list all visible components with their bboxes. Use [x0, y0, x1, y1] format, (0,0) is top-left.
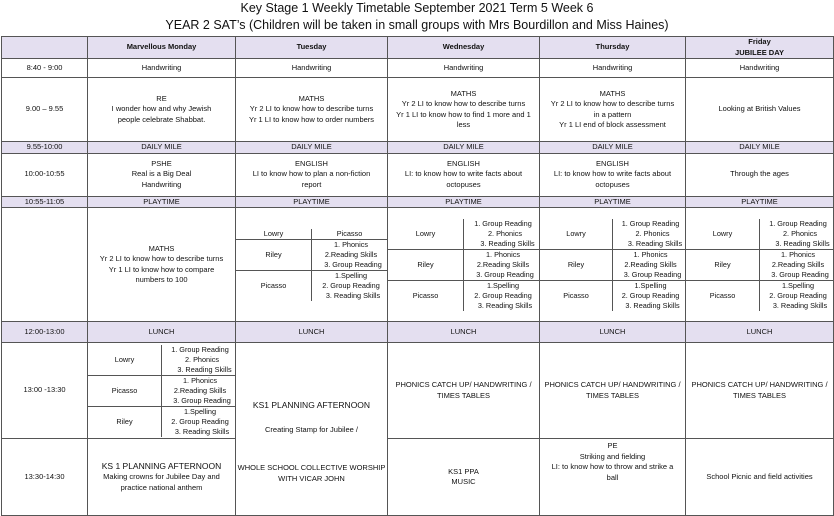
group-activity-list: [312, 239, 388, 270]
day-header-thursday: Thursday: [540, 37, 686, 59]
group-name-riley: Riley: [686, 249, 760, 280]
list-item: 1. Group Reading: [769, 218, 827, 228]
text-line: WHOLE SCHOOL COLLECTIVE WORSHIP: [237, 463, 386, 473]
list-item: 3. Reading Skills: [625, 300, 680, 310]
text-line: Yr 1 LI to know how to order numbers: [248, 114, 375, 124]
list-item: 2. Group Reading: [322, 280, 380, 290]
group-table: [540, 219, 685, 311]
group-name-riley: Riley: [236, 239, 312, 270]
text-line: ball: [606, 472, 619, 482]
text-line: Making crowns for Jubilee Day and: [103, 472, 220, 481]
group-name-riley: Riley: [540, 249, 613, 280]
list-item: 3. Reading Skills: [627, 238, 683, 248]
text-line: KS1 PPA: [448, 466, 479, 476]
list-item: 3. Reading Skills: [477, 300, 533, 310]
group-name-lowry: Lowry: [686, 219, 760, 250]
group-name-riley: Riley: [88, 406, 162, 437]
cell-fri-through-ages: [686, 153, 834, 196]
list-item: 3. Group Reading: [623, 269, 682, 279]
group-activity-list: [464, 249, 540, 280]
list-item: 2. Group Reading: [621, 290, 680, 300]
list-item: 1. Group Reading: [474, 218, 532, 228]
list-item: 2.Reading Skills: [324, 249, 378, 259]
text-line: MATHS: [298, 93, 325, 103]
text-line: LI: to know how to throw and strike a: [551, 462, 674, 471]
cell-playtime: PLAYTIME: [88, 196, 236, 208]
text-line: Yr 1 LI end of block assessment: [559, 120, 666, 129]
group-name-picasso: Picasso: [540, 280, 613, 311]
list-item: 1. Phonics: [780, 249, 816, 259]
cell-daily-mile: DAILY MILE: [686, 142, 834, 154]
list-item: 1.Spelling: [781, 280, 815, 290]
corner-cell: [2, 37, 88, 59]
text-line: RE: [156, 93, 167, 103]
text-line: LI: to know how to write facts about: [404, 169, 523, 179]
list-item: 3. Group Reading: [324, 259, 382, 269]
cell-lunch: LUNCH: [540, 322, 686, 343]
list-item: 3. Reading Skills: [772, 300, 828, 310]
cell-mon-re: [88, 78, 236, 142]
cell-thu-phonics: [540, 343, 686, 439]
text-line: MATHS: [148, 243, 175, 253]
list-item: 1. Group Reading: [621, 218, 680, 228]
list-item: 3. Reading Skills: [325, 290, 381, 300]
row-daily-mile: [2, 142, 834, 154]
cell-daily-mile: DAILY MILE: [88, 142, 236, 154]
text-line: report: [301, 179, 322, 189]
text-line: Yr 2 LI to know how to describe turns: [401, 99, 526, 108]
group-activity-list: [162, 345, 236, 376]
text-line: in a pattern: [593, 109, 632, 119]
group-table: [236, 229, 387, 301]
list-item: 1.Spelling: [334, 270, 368, 280]
list-item: 2. Phonics: [184, 354, 220, 364]
text-line: LI: to know how to write facts about: [553, 169, 672, 179]
group-table: [388, 219, 539, 311]
cell-fri-picnic: [686, 439, 834, 516]
group-name-lowry: Lowry: [88, 345, 162, 376]
group-activity-list: [613, 249, 686, 280]
cell-daily-mile: DAILY MILE: [236, 142, 388, 154]
cell-mon-planning: [88, 439, 236, 516]
time-cell: 8:40 - 9:00: [2, 59, 88, 78]
list-item: 1. Group Reading: [171, 344, 229, 354]
title-block: [0, 0, 834, 36]
cell-mon-groups: [88, 343, 236, 439]
text-line: LI to know how to plan a non-fiction: [252, 169, 371, 179]
row-afternoon-1: [2, 343, 834, 439]
list-item: 2. Phonics: [635, 228, 670, 238]
text-line: TIMES TABLES: [436, 390, 491, 400]
day-header-monday: Marvellous Monday: [88, 37, 236, 59]
cell-wed-groups: [388, 208, 540, 322]
cell-handwriting: Handwriting: [540, 59, 686, 78]
list-item: 3. Group Reading: [771, 269, 829, 279]
text-line: PHONICS CATCH UP/ HANDWRITING /: [691, 380, 828, 389]
page-title: Key Stage 1 Weekly Timetable September 2021 Term 5 Week 6: [240, 1, 594, 15]
text-line: Creating Stamp for Jubilee /: [265, 424, 358, 434]
time-cell: 13:00 -13:30: [2, 343, 88, 439]
time-cell: 13:30-14:30: [2, 439, 88, 516]
text-line: ENGLISH: [447, 158, 480, 168]
list-item: 1. Phonics: [485, 249, 521, 259]
text-line: octopuses: [446, 179, 481, 189]
cell-tue-english: [236, 153, 388, 196]
text-line: Yr 2 LI to know how to describe turns: [99, 254, 224, 263]
cell-thu-pe: [540, 439, 686, 516]
text-line: PSHE: [151, 158, 172, 168]
day-header-friday: [686, 37, 834, 59]
text-line: PHONICS CATCH UP/ HANDWRITING /: [395, 380, 532, 389]
text-line: numbers to 100: [135, 275, 188, 284]
cell-lunch: LUNCH: [686, 322, 834, 343]
text-line: TIMES TABLES: [732, 390, 787, 400]
row-playtime: [2, 196, 834, 208]
list-item: 2.Reading Skills: [771, 259, 825, 269]
group-activity-list: [613, 219, 686, 250]
cell-fri-phonics: [686, 343, 834, 439]
cell-wed-phonics: [388, 343, 540, 439]
cell-lunch: LUNCH: [388, 322, 540, 343]
text-line: Yr 1 LI to know how to compare: [108, 264, 215, 274]
cell-tue-afternoon: [236, 343, 388, 516]
header-row: [2, 37, 834, 59]
list-item: 2. Phonics: [487, 228, 523, 238]
text-line: practice national anthem: [120, 482, 203, 492]
text-line: less: [456, 120, 471, 129]
text-line: ENGLISH: [295, 158, 328, 168]
cell-thu-english: [540, 153, 686, 196]
cell-tue-maths: [236, 78, 388, 142]
cell-handwriting: Handwriting: [686, 59, 834, 78]
cell-playtime: PLAYTIME: [388, 196, 540, 208]
page-subtitle: YEAR 2 SAT’s (Children will be taken in small groups with Mrs Bourdillon and Miss Haines): [165, 18, 669, 32]
group-activity-list: [312, 270, 388, 301]
group-name-picasso: Picasso: [88, 375, 162, 406]
group-activity-list: [760, 249, 834, 280]
text-line: MATHS: [599, 88, 626, 98]
row-reading-groups: [2, 208, 834, 322]
list-item: 1. Phonics: [633, 249, 668, 259]
cell-wed-maths: [388, 78, 540, 142]
list-item: 3. Reading Skills: [480, 238, 535, 248]
list-item: 3. Reading Skills: [775, 238, 830, 248]
planning-label: KS 1 PLANNING AFTERNOON: [101, 461, 222, 471]
list-item: 1.Spelling: [183, 406, 217, 416]
cell-lunch: LUNCH: [88, 322, 236, 343]
text-line: School Picnic and field activities: [706, 471, 813, 481]
group-table: [88, 345, 235, 437]
jubilee-day-label: JUBILEE DAY: [735, 47, 784, 57]
text-line: MUSIC: [451, 477, 476, 486]
row-afternoon-2: [2, 439, 834, 516]
cell-wed-english: [388, 153, 540, 196]
text-line: Yr 1 LI to know how to find 1 more and 1: [396, 109, 531, 119]
text-line: ENGLISH: [596, 158, 629, 168]
list-item: 2. Group Reading: [171, 416, 229, 426]
list-item: 1. Phonics: [182, 375, 218, 385]
list-item: 2. Group Reading: [474, 290, 532, 300]
cell-handwriting: Handwriting: [236, 59, 388, 78]
list-item: 2. Phonics: [782, 228, 818, 238]
list-item: 1.Spelling: [634, 280, 667, 290]
row-morning-2: [2, 153, 834, 196]
group-activity-list: [760, 219, 834, 250]
cell-mon-pshe: [88, 153, 236, 196]
text-line: Yr 2 LI to know how to describe turns: [550, 99, 675, 108]
text-line: Yr 2 LI to know how to describe turns: [249, 104, 374, 114]
day-header-tuesday: Tuesday: [236, 37, 388, 59]
list-item: 2.Reading Skills: [173, 385, 227, 395]
group-name-picasso: Picasso: [686, 280, 760, 311]
time-cell: 12:00-13:00: [2, 322, 88, 343]
time-cell: 10:00-10:55: [2, 153, 88, 196]
row-lunch: [2, 322, 834, 343]
text-line: I wonder how and why Jewish: [111, 104, 212, 114]
group-activity-list: [760, 280, 834, 311]
group-name-picasso: Picasso: [312, 229, 388, 240]
cell-daily-mile: DAILY MILE: [388, 142, 540, 154]
list-item: 3. Group Reading: [476, 269, 534, 279]
text-line: WITH VICAR JOHN: [278, 473, 345, 483]
group-activity-list: [613, 280, 686, 311]
list-item: 1.Spelling: [486, 280, 520, 290]
text-line: PE: [607, 441, 618, 450]
list-item: 2.Reading Skills: [476, 259, 530, 269]
group-activity-list: [464, 280, 540, 311]
cell-lunch: LUNCH: [236, 322, 388, 343]
day-header-wednesday: Wednesday: [388, 37, 540, 59]
time-cell: 9.55-10:00: [2, 142, 88, 154]
group-name-lowry: Lowry: [388, 219, 464, 250]
cell-tue-groups: [236, 208, 388, 322]
text-line: MATHS: [450, 88, 477, 98]
list-item: 1. Phonics: [333, 239, 369, 249]
cell-fri-british-values: [686, 78, 834, 142]
row-handwriting: [2, 59, 834, 78]
list-item: 3. Reading Skills: [174, 426, 230, 436]
group-name-picasso: Picasso: [236, 270, 312, 301]
friday-label: Friday: [748, 37, 771, 46]
cell-daily-mile: DAILY MILE: [540, 142, 686, 154]
group-activity-list: [162, 375, 236, 406]
text-line: octopuses: [595, 179, 630, 189]
group-name-lowry: Lowry: [540, 219, 613, 250]
group-name-riley: Riley: [388, 249, 464, 280]
group-name-picasso: Picasso: [388, 280, 464, 311]
time-cell: 9.00 – 9.55: [2, 78, 88, 142]
timetable: [1, 36, 834, 516]
row-morning-1: [2, 78, 834, 142]
cell-playtime: PLAYTIME: [236, 196, 388, 208]
text-line: Through the ages: [730, 169, 789, 179]
text-line: Handwriting: [141, 179, 182, 189]
cell-mon-maths: [88, 208, 236, 322]
cell-playtime: PLAYTIME: [686, 196, 834, 208]
list-item: 3. Group Reading: [173, 395, 231, 405]
text-line: TIMES TABLES: [585, 390, 640, 400]
cell-wed-ppa: [388, 439, 540, 516]
cell-playtime: PLAYTIME: [540, 196, 686, 208]
planning-label: KS1 PLANNING AFTERNOON: [252, 399, 371, 410]
text-line: people celebrate Shabbat.: [117, 114, 206, 124]
list-item: 2.Reading Skills: [624, 259, 677, 269]
group-activity-list: [162, 406, 236, 437]
time-cell: 10:55-11:05: [2, 196, 88, 208]
cell-handwriting: Handwriting: [88, 59, 236, 78]
group-activity-list: [464, 219, 540, 250]
list-item: 3. Reading Skills: [177, 364, 232, 374]
time-cell-empty: [2, 208, 88, 322]
cell-fri-groups: [686, 208, 834, 322]
cell-thu-maths: [540, 78, 686, 142]
cell-thu-groups: [540, 208, 686, 322]
group-table: [686, 219, 833, 311]
text-line: PHONICS CATCH UP/ HANDWRITING /: [544, 380, 681, 389]
list-item: 2. Group Reading: [769, 290, 827, 300]
text-line: Real is a Big Deal: [131, 169, 192, 179]
group-name-lowry: Lowry: [236, 229, 312, 240]
cell-handwriting: Handwriting: [388, 59, 540, 78]
text-line: Striking and fielding: [579, 451, 646, 461]
text-line: Looking at British Values: [718, 104, 801, 114]
